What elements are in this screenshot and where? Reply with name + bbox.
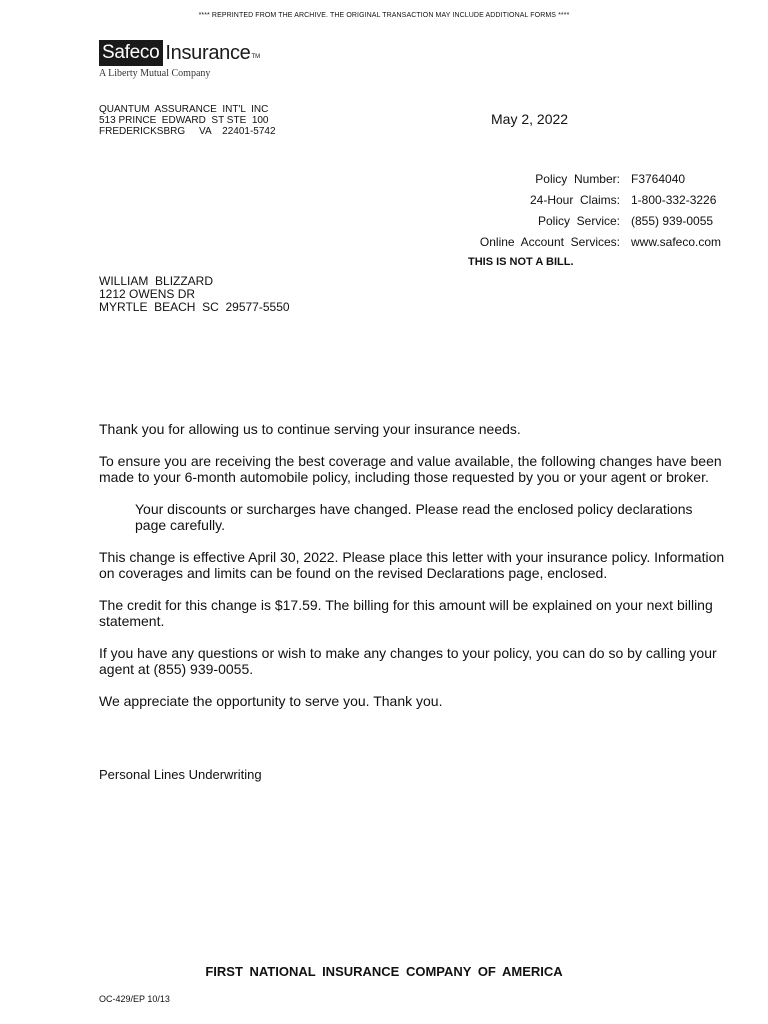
archive-notice: **** REPRINTED FROM THE ARCHIVE. THE ORIGINAL TRANSACTION MAY INCLUDE ADDITIONAL FORMS ****: [198, 12, 570, 19]
signature: Personal Lines Underwriting: [99, 767, 262, 782]
policy-info-row: [460, 210, 721, 231]
form-id: OC-429/EP 10/13: [99, 994, 170, 1004]
logo-brand-word: Insurance: [165, 42, 251, 64]
recipient-address: [99, 275, 290, 314]
not-a-bill-notice: THIS IS NOT A BILL.: [468, 256, 574, 268]
policy-info-row: [460, 231, 721, 252]
policy-number-value: F3764040: [631, 171, 686, 186]
policy-info-table: [460, 168, 721, 252]
policy-info-label: Policy Service:: [537, 213, 620, 228]
body-paragraph: We appreciate the opportunity to serve you. Thank you.: [99, 693, 443, 709]
recipient-address-line: 1212 OWENS DR: [99, 287, 196, 301]
policy-info-label: Policy Number:: [535, 171, 620, 186]
body-paragraph: If you have any questions or wish to make any changes to your policy, you can do so by calling your agent at (855) 939-0055.: [99, 645, 717, 677]
body-paragraph: This change is effective April 30, 2022. Please place this letter with your insurance policy. Information on coverages and limits can be found on the revised Declarations page, enclosed.: [99, 549, 725, 581]
body-paragraph: Thank you for allowing us to continue serving your insurance needs.: [99, 421, 521, 437]
policy-info-label: 24-Hour Claims:: [529, 192, 620, 207]
company-footer: FIRST NATIONAL INSURANCE COMPANY OF AMERICA: [205, 964, 563, 979]
agent-address-line: FREDERICKSBRG VA 22401-5742: [99, 126, 276, 137]
body-paragraph-indented: Your discounts or surcharges have changed. Please read the enclosed policy declarations page carefully.: [135, 501, 693, 533]
policy-info-row: [460, 168, 721, 189]
logo-trademark: TM: [251, 54, 261, 60]
agent-address-line: 513 PRINCE EDWARD ST STE 100: [99, 115, 269, 126]
logo-tagline: A Liberty Mutual Company: [99, 68, 211, 79]
service-phone-value: (855) 939-0055: [631, 213, 714, 228]
recipient-address-line: WILLIAM BLIZZARD: [99, 274, 214, 288]
policy-info-row: [460, 189, 721, 210]
online-services-value: www.safeco.com: [631, 234, 722, 249]
body-paragraph: To ensure you are receiving the best coverage and value available, the following changes have been made to your 6-month automobile policy, including those requested by you or your agent or broker.: [99, 453, 722, 485]
agent-address-line: QUANTUM ASSURANCE INT'L INC: [99, 104, 269, 115]
safeco-logo: [99, 40, 260, 66]
claims-phone-value: 1-800-332-3226: [631, 192, 717, 207]
letter-body: [99, 421, 727, 725]
logo-brand-box: Safeco: [99, 40, 163, 66]
agent-address: [99, 104, 276, 137]
policy-info-label: Online Account Services:: [479, 234, 620, 249]
body-paragraph: The credit for this change is $17.59. The billing for this amount will be explained on your next billing statement.: [99, 597, 713, 629]
letter-date: May 2, 2022: [491, 111, 569, 127]
recipient-address-line: MYRTLE BEACH SC 29577-5550: [99, 300, 290, 314]
